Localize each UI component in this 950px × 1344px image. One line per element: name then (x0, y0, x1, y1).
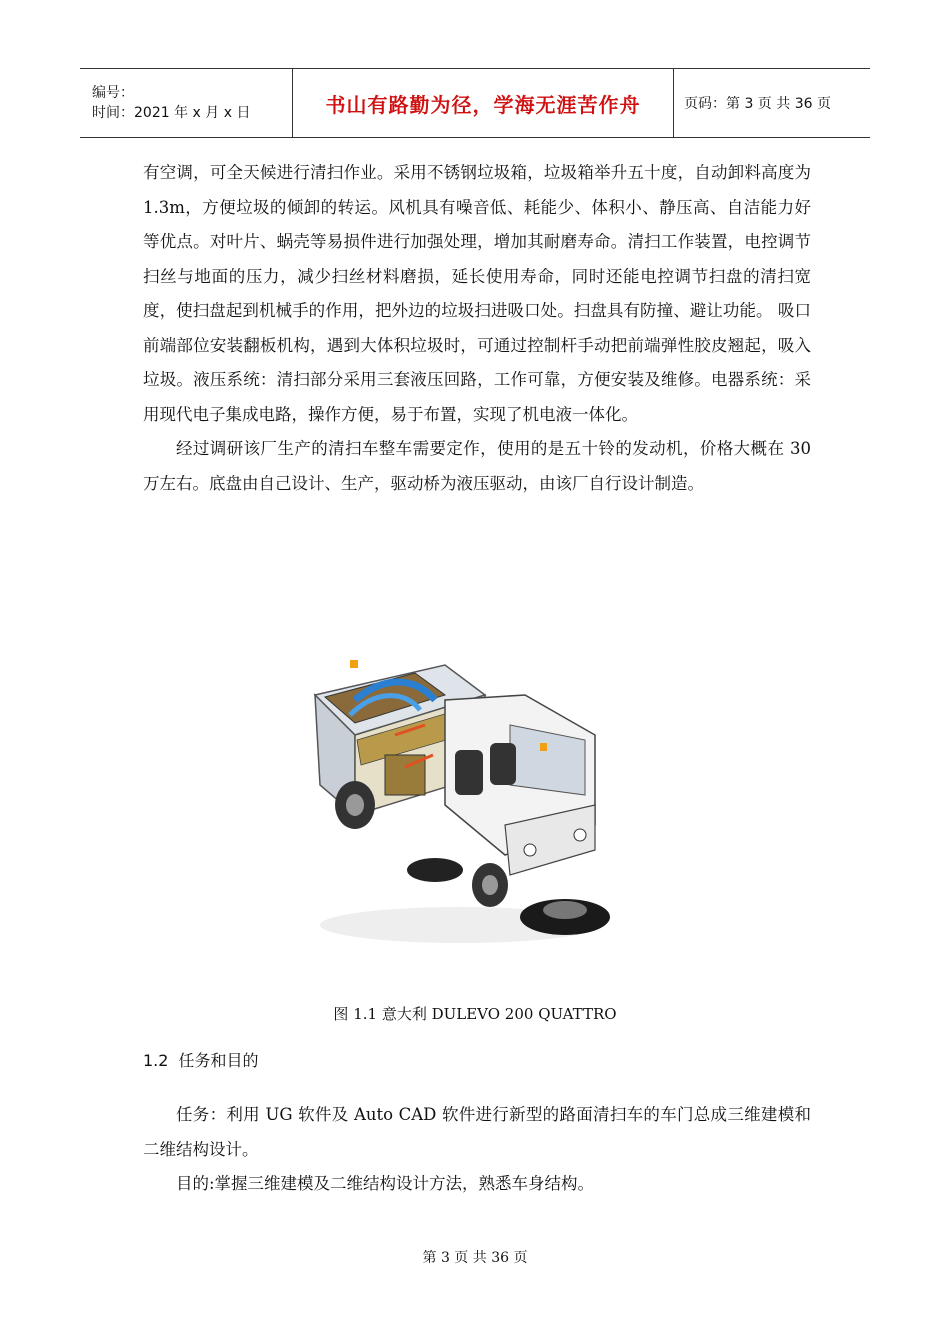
paragraph-2: 经过调研该厂生产的清扫车整车需要定作，使用的是五十铃的发动机，价格大概在 30 万左右。底盘由自己设计、生产，驱动桥为液压驱动，由该厂自行设计制造。 (143, 439, 811, 493)
section-heading (143, 1048, 268, 1071)
figure-caption: 图 1.1 意大利 DULEVO 200 QUATTRO (333, 1005, 617, 1023)
page-header (80, 68, 870, 138)
street-sweeper-illustration (295, 655, 615, 955)
body-text (143, 156, 811, 501)
section-number: 1.2 (143, 1051, 169, 1070)
header-motto-cell (293, 69, 674, 137)
header-left (80, 69, 293, 137)
page-footer: 第 3 页 共 36 页 (422, 1250, 528, 1266)
section-title: 任务和目的 (178, 1051, 259, 1070)
header-motto: 书山有路勤为径，学海无涯苦作舟 (325, 92, 641, 117)
header-page-info: 页码：第 3 页 共 36 页 (684, 96, 831, 112)
header-number-label: 编号： (92, 85, 134, 101)
header-date: 时间：2021 年 x 月 x 日 (92, 105, 251, 121)
goal-paragraph: 目的:掌握三维建模及二维结构设计方法，熟悉车身结构。 (176, 1174, 595, 1193)
task-text (143, 1098, 811, 1202)
paragraph-1: 有空调，可全天候进行清扫作业。采用不锈钢垃圾箱，垃圾箱举升五十度，自动卸料高度为1.3m，方便垃圾的倾卸的转运。风机具有噪音低、耗能少、体积小、静压高、自洁能力好等优点。对叶片、蜗壳等易损件进行加强处理，增加其耐磨寿命。清扫工作装置，电控调节扫丝与地面的压力，减少扫丝材料磨损，延长使用寿命，同时还能电控调节扫盘的清扫宽度，使扫盘起到机械手的作用，把外边的垃圾扫进吸口处。扫盘具有防撞、避让功能。 吸口前端部位安装翻板机构，遇到大体积垃圾时，可通过控制杆手动把前端弹性胶皮翘起，吸入垃圾。液压系统：清扫部分采用三套液压回路，工作可靠，方便安装及维修。电器系统：采用现代电子集成电路，操作方便，易于布置，实现了机电液一体化。 (143, 163, 811, 424)
task-paragraph: 任务：利用 UG 软件及 Auto CAD 软件进行新型的路面清扫车的车门总成三维建模和二维结构设计。 (143, 1105, 811, 1159)
